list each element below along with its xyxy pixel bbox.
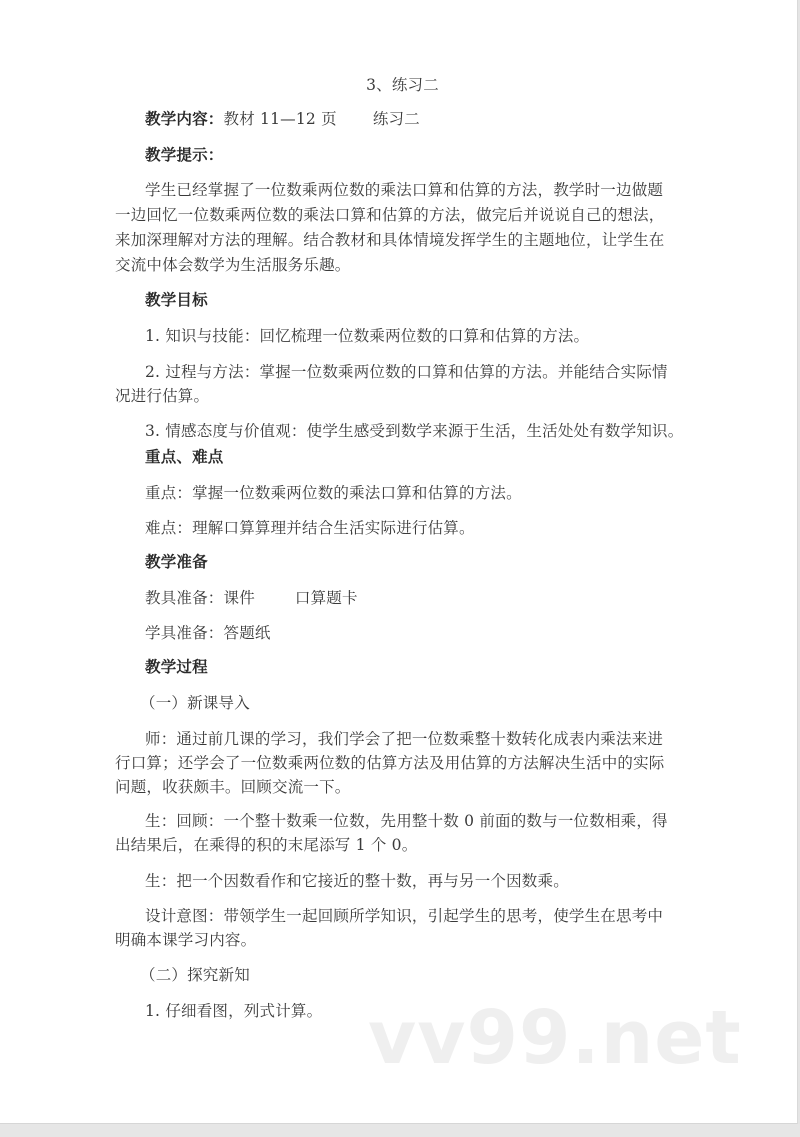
teacher-line-2: 行口算；还学会了一位数乘两位数的估算方法及用估算的方法解决生活中的实际 xyxy=(115,754,665,772)
key-points-heading: 重点、难点 xyxy=(145,448,224,466)
hint-line-1: 学生已经掌握了一位数乘两位数的乘法口算和估算的方法，教学时一边做题 xyxy=(145,181,664,199)
teaching-content-pages: 教材 11—12 页 xyxy=(223,110,337,128)
document-title: 3、练习二 xyxy=(366,76,439,94)
student-answer-2: 生：把一个因数看作和它接近的整十数，再与另一个因数乘。 xyxy=(145,872,569,890)
hint-line-4: 交流中体会数学为生活服务乐趣。 xyxy=(115,256,351,274)
teacher-preparation xyxy=(145,588,358,608)
hint-line-2: 一边回忆一位数乘两位数的乘法口算和估算的方法，做完后并说说自己的想法， xyxy=(115,206,665,224)
process-heading: 教学过程 xyxy=(145,658,208,676)
key-point: 重点：掌握一位数乘两位数的乘法口算和估算的方法。 xyxy=(145,484,522,502)
watermark: vv99.net xyxy=(368,995,742,1081)
task-1: 1. 仔细看图，列式计算。 xyxy=(145,1002,323,1020)
design-intent-line-1: 设计意图：带领学生一起回顾所学知识，引起学生的思考，使学生在思考中 xyxy=(145,907,664,925)
section-2-heading: （二）探究新知 xyxy=(140,966,250,984)
objectives-heading: 教学目标 xyxy=(145,291,208,309)
student-line-2: 出结果后，在乘得的积的末尾添写 1 个 0。 xyxy=(115,836,418,854)
teacher-line-1: 师：通过前几课的学习，我们学会了把一位数乘整十数转化成表内乘法来进 xyxy=(145,730,664,748)
objective-2: 2. 过程与方法：掌握一位数乘两位数的口算和估算的方法。并能结合实际情 xyxy=(145,363,668,381)
student-preparation: 学具准备：答题纸 xyxy=(145,624,271,642)
teaching-content-topic: 练习二 xyxy=(372,110,420,128)
section-1-heading: （一）新课导入 xyxy=(140,694,250,712)
student-line-1: 生：回顾：一个整十数乘一位数，先用整十数 0 前面的数与一位数相乘，得 xyxy=(145,812,668,830)
teaching-hint-heading: 教学提示： xyxy=(145,146,224,164)
difficult-point: 难点：理解口算算理并结合生活实际进行估算。 xyxy=(145,519,475,537)
teacher-prep-item: 口算题卡 xyxy=(294,589,358,607)
teaching-content-row xyxy=(145,109,420,129)
teacher-line-3: 问题，收获颇丰。回顾交流一下。 xyxy=(115,778,351,796)
objective-3: 3. 情感态度与价值观：使学生感受到数学来源于生活，生活处处有数学知识。 xyxy=(145,422,684,440)
teaching-content-label: 教学内容： xyxy=(145,110,224,128)
teacher-prep-label: 教具准备：课件 xyxy=(145,589,255,607)
hint-line-3: 来加深理解对方法的理解。结合教材和具体情境发挥学生的主题地位，让学生在 xyxy=(115,231,665,249)
objective-2-continued: 况进行估算。 xyxy=(115,387,210,405)
preparation-heading: 教学准备 xyxy=(145,553,208,571)
design-intent-line-2: 明确本课学习内容。 xyxy=(115,931,257,949)
objective-1: 1. 知识与技能：回忆梳理一位数乘两位数的口算和估算的方法。 xyxy=(145,327,590,345)
page-separator-bottom xyxy=(0,1124,800,1137)
